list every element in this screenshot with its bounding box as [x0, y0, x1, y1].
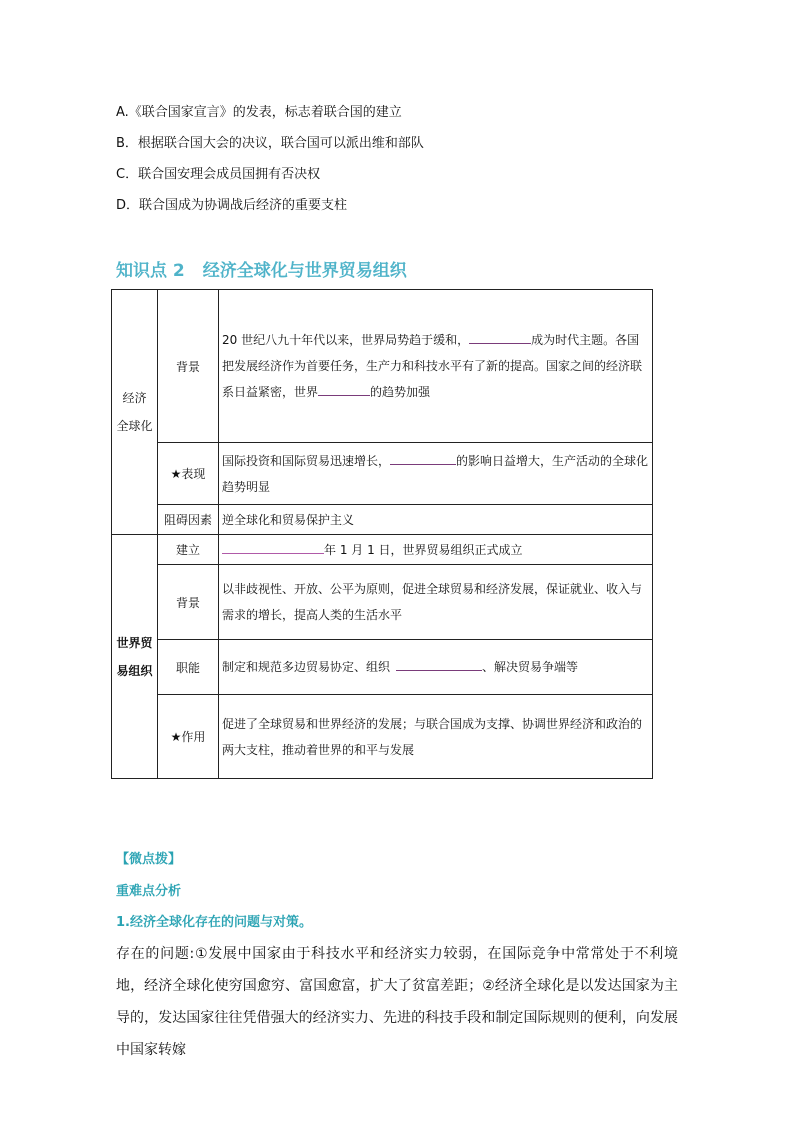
group-label-globalization: 经济 全球化 — [112, 290, 158, 535]
row-content: 国际投资和国际贸易迅速增长， 的影响日益增大，生产活动的全球化趋势明显 — [219, 443, 653, 505]
fill-blank[interactable] — [390, 450, 456, 465]
section-number: 知识点 2 — [116, 261, 185, 281]
row-content: 20 世纪八九十年代以来，世界局势趋于缓和， 成为时代主题。各国把发展经济作为首要任务，生产力和科技水平有了新的提高。国家之间的经济联系日益紧密，世界 的趋势加强 — [219, 290, 653, 443]
table-row — [112, 535, 653, 565]
table-row — [112, 695, 653, 779]
row-label: 背景 — [158, 290, 219, 443]
option-d: D．联合国成为协调战后经济的重要支柱 — [116, 198, 348, 213]
row-content: 年 1 月 1 日，世界贸易组织正式成立 — [219, 535, 653, 565]
row-content: 逆全球化和贸易保护主义 — [219, 505, 653, 535]
table-row — [112, 505, 653, 535]
row-label: 建立 — [158, 535, 219, 565]
row-label: ★作用 — [158, 695, 219, 779]
table-row — [112, 443, 653, 505]
fill-blank[interactable] — [469, 329, 531, 344]
row-content: 制定和规范多边贸易协定、组织 、解决贸易争端等 — [219, 640, 653, 695]
fill-blank[interactable] — [318, 381, 370, 396]
table-row — [112, 565, 653, 640]
fill-blank[interactable] — [222, 539, 324, 554]
table-row — [112, 290, 653, 443]
row-label: 背景 — [158, 565, 219, 640]
row-label: 阻碍因素 — [158, 505, 219, 535]
tips-heading: 【微点拨】 — [116, 852, 182, 867]
section-heading: 经济全球化与世界贸易组织 — [202, 261, 407, 281]
option-a: A.《联合国家宣言》的发表，标志着联合国的建立 — [116, 105, 402, 120]
section-title — [116, 256, 407, 281]
table-row — [112, 640, 653, 695]
knowledge-table — [111, 289, 653, 779]
row-label: 职能 — [158, 640, 219, 695]
group-label-wto: 世界贸 易组织 — [112, 535, 158, 779]
question-heading: 1.经济全球化存在的问题与对策。 — [116, 915, 312, 930]
row-content: 促进了全球贸易和世界经济的发展；与联合国成为支撑、协调世界经济和政治的两大支柱，推动着世界的和平与发展 — [219, 695, 653, 779]
analysis-subheading: 重难点分析 — [116, 884, 182, 899]
option-c: C．联合国安理会成员国拥有否决权 — [116, 167, 321, 182]
row-content: 以非歧视性、开放、公平为原则，促进全球贸易和经济发展，保证就业、收入与需求的增长，提高人类的生活水平 — [219, 565, 653, 640]
fill-blank[interactable] — [396, 656, 482, 671]
analysis-paragraph: 存在的问题:①发展中国家由于科技水平和经济实力较弱，在国际竞争中常常处于不利境地，经济全球化使穷国愈穷、富国愈富，扩大了贫富差距；②经济全球化是以发达国家为主导的，发达国家往往凭借强大的经济实力、先进的科技手段和制定国际规则的便利，向发展中国家转嫁 — [116, 946, 678, 1058]
option-b: B．根据联合国大会的决议，联合国可以派出维和部队 — [116, 136, 424, 151]
row-label: ★表现 — [158, 443, 219, 505]
